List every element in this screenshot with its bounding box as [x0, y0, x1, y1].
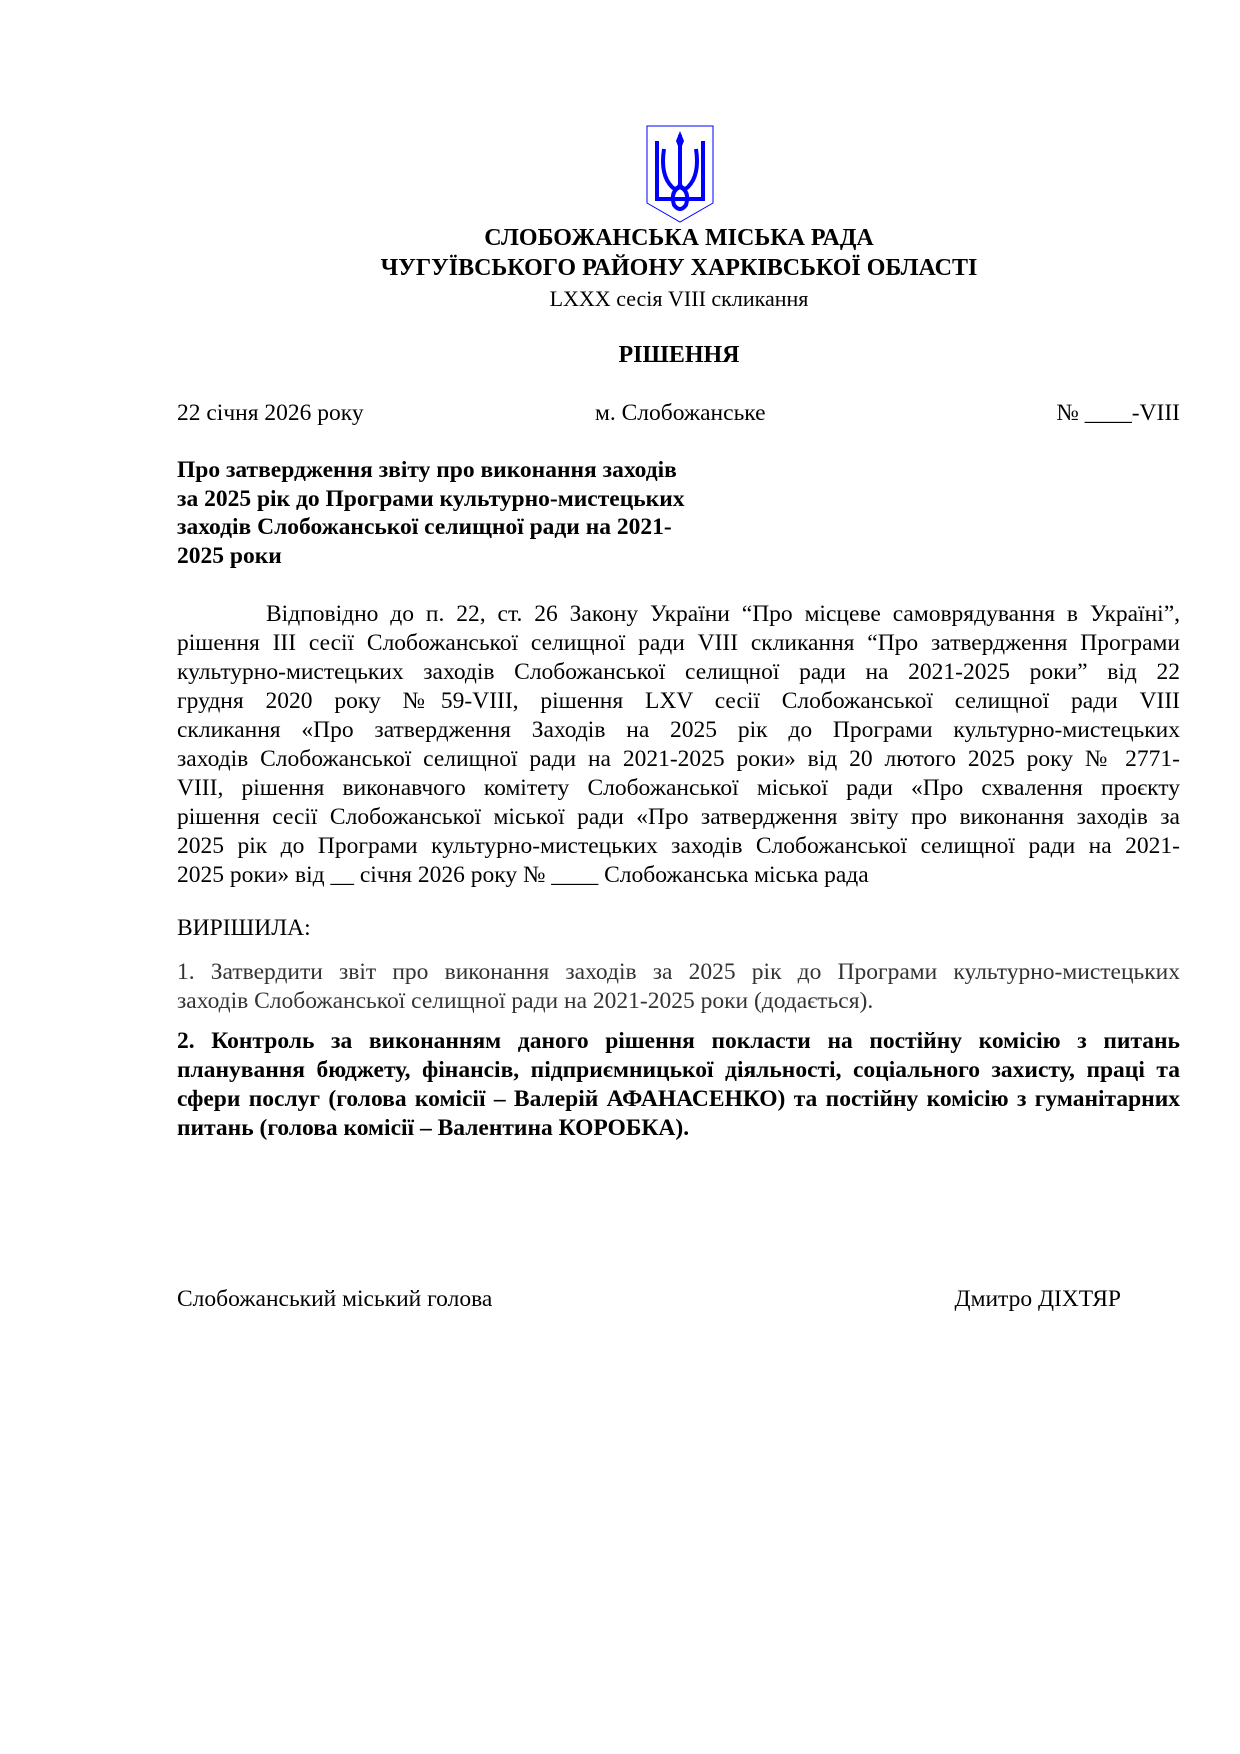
preamble-line: рішення сесії Слобожанської міської ради «Про затвердження звіту про виконання заходів за	[177, 804, 1180, 830]
session-info: LXXX сесія VIII скликання	[549, 286, 809, 311]
preamble-line: рішення ІІІ сесії Слобожанської селищної ради VIІІ скликання “Про затвердження Програми	[177, 630, 1180, 656]
signature-position: Слобожанський міський голова	[177, 1286, 493, 1312]
preamble-line: 2025 роки» від __ січня 2026 року № ____ Слобожанська міська рада	[177, 862, 869, 888]
document-place: м. Слобожанське	[595, 400, 766, 426]
document-date: 22 січня 2026 року	[177, 400, 364, 426]
document-number: № ____-VIII	[1056, 400, 1180, 426]
document-type: РІШЕННЯ	[618, 342, 740, 368]
item-line: питань (голова комісії – Валентина КОРОБКА).	[177, 1115, 690, 1141]
preamble-line: культурно-мистецьких заходів Слобожанської селищної ради на 2021-2025 роки” від 22	[177, 659, 1180, 685]
preamble-line: скликання «Про затвердження Заходів на 2025 рік до Програми культурно-мистецьких	[177, 717, 1180, 743]
item-line: заходів Слобожанської селищної ради на 2021-2025 роки (додається).	[177, 988, 874, 1014]
title-line: заходів Слобожанської селищної ради на 2021-	[177, 514, 672, 540]
item-line: 2. Контроль за виконанням даного рішення покласти на постійну комісію з питань	[177, 1028, 1180, 1054]
signature-name: Дмитро ДІХТЯР	[954, 1286, 1121, 1312]
title-line: за 2025 рік до Програми культурно-мистецьких	[177, 486, 685, 512]
preamble-line: VIII, рішення виконавчого комітету Слобожанської міської ради «Про схвалення проєкту	[177, 775, 1180, 801]
item-line: 1. Затвердити звіт про виконання заходів за 2025 рік до Програми культурно-мистецьких	[177, 959, 1180, 985]
item-line: планування бюджету, фінансів, підприємницької діяльності, соціального захисту, праці та	[177, 1057, 1180, 1083]
preamble-line: грудня 2020 року №59-VIІІ, рішення LXV сесії Слобожанської селищної ради VIII	[177, 688, 1180, 714]
resolved-heading: ВИРІШИЛА:	[177, 915, 311, 941]
council-name: СЛОБОЖАНСЬКА МІСЬКА РАДА	[484, 225, 874, 251]
preamble-line: заходів Слобожанської селищної ради на 2021-2025 роки» від 20 лютого 2025 року № 2771-	[177, 746, 1180, 772]
title-line: Про затвердження звіту про виконання заходів	[177, 457, 677, 483]
item-line: сфери послуг (голова комісії – Валерій АФАНАСЕНКО) та постійну комісію з гуманітарних	[177, 1086, 1180, 1112]
title-line: 2025 роки	[177, 543, 282, 569]
district-name: ЧУГУЇВСЬКОГО РАЙОНУ ХАРКІВСЬКОЇ ОБЛАСТІ	[380, 255, 978, 281]
preamble-line: 2025 рік до Програми культурно-мистецьких заходів Слобожанської селищної ради на 2021-	[177, 833, 1180, 859]
coat-of-arms-icon	[646, 125, 714, 223]
preamble-line: Відповідно до п. 22, ст. 26 Закону України “Про місцеве самоврядування в Україні”,	[266, 601, 1180, 627]
